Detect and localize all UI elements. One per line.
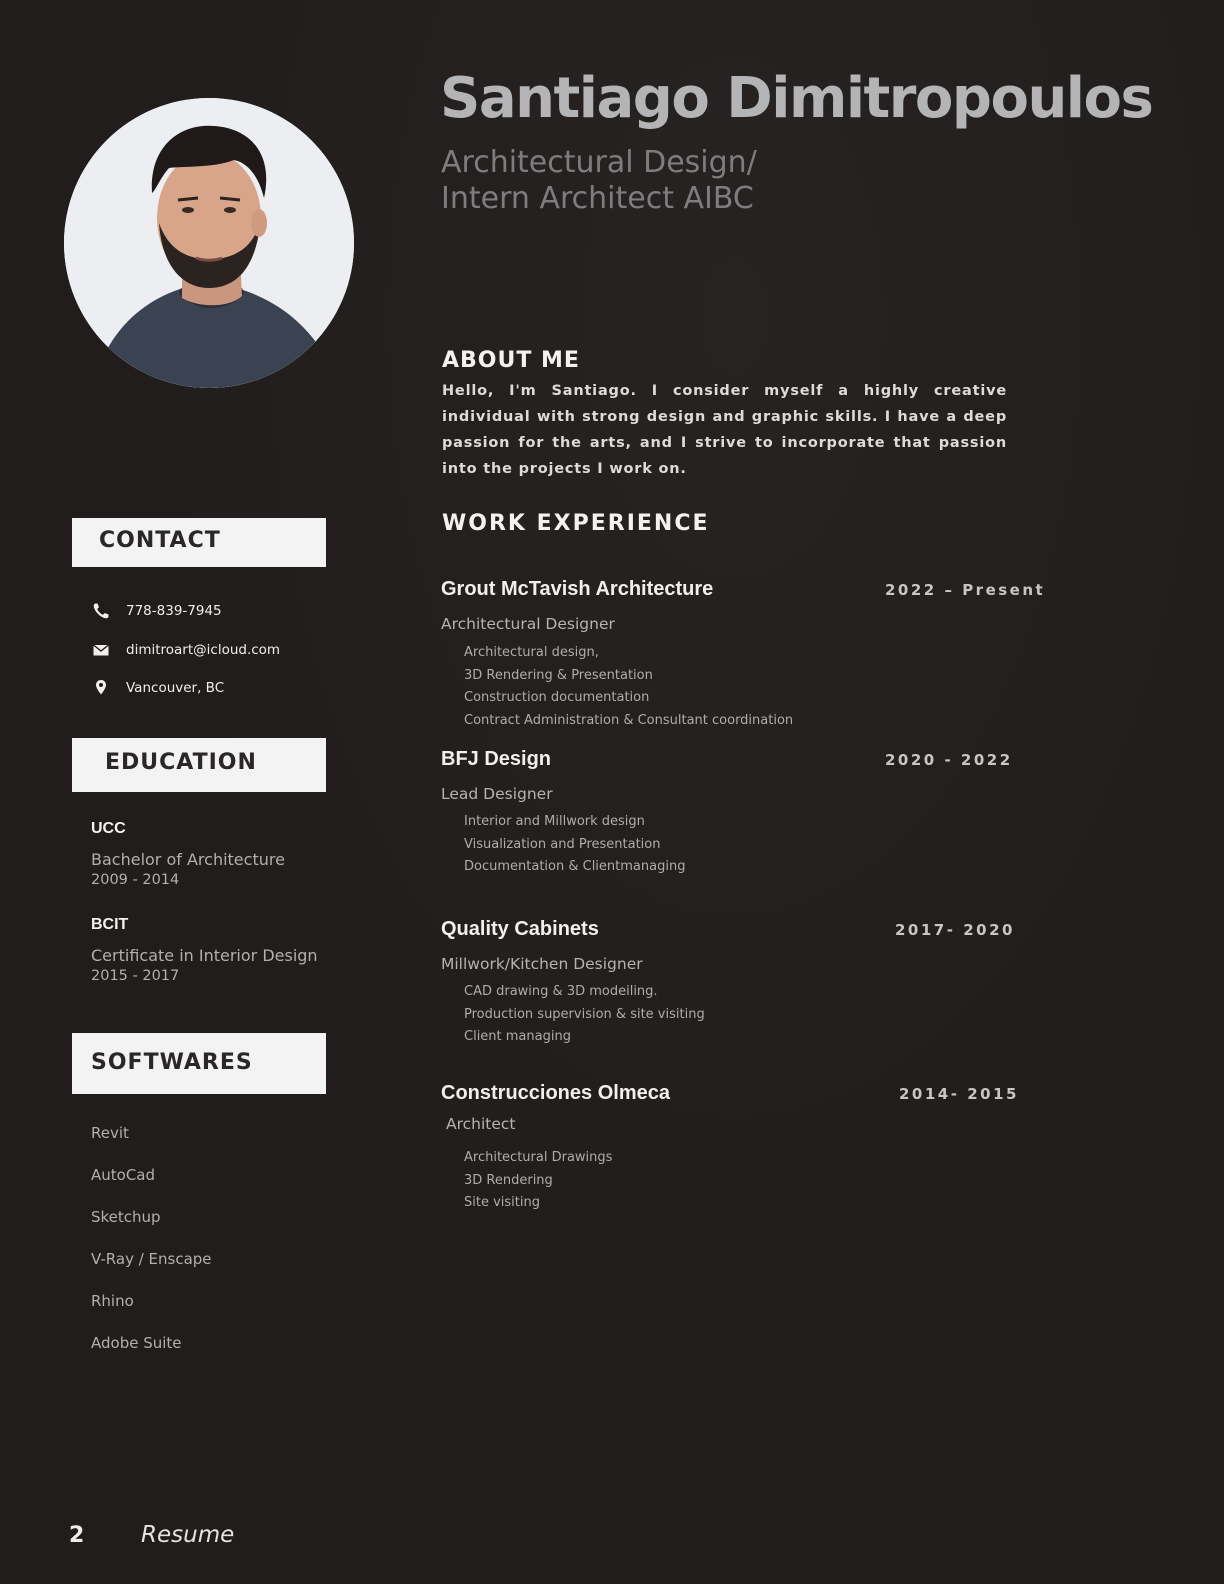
job-dates: 2022 – Present: [885, 581, 1046, 599]
education-school: BCIT: [91, 916, 129, 933]
candidate-name: Santiago Dimitropoulos: [440, 66, 1153, 131]
profile-photo: [64, 98, 354, 388]
contact-heading: CONTACT: [99, 528, 221, 553]
job-bullet: Construction documentation: [464, 690, 650, 705]
job-dates: 2014- 2015: [899, 1085, 1019, 1103]
software-item: Sketchup: [91, 1208, 161, 1226]
job-bullet: Interior and Millwork design: [464, 814, 645, 829]
work-experience-heading: WORK EXPERIENCE: [442, 511, 710, 536]
software-item: Revit: [91, 1124, 129, 1142]
title-line-1: Architectural Design/: [441, 145, 757, 180]
job-bullet: Production supervision & site visiting: [464, 1006, 705, 1022]
job-bullet: Visualization and Presentation: [464, 836, 661, 852]
job-dates: 2020 - 2022: [885, 751, 1013, 769]
softwares-heading-box: [72, 1033, 326, 1094]
title-line-2: Intern Architect AIBC: [441, 181, 754, 216]
job-bullet: Documentation & Clientmanaging: [464, 859, 686, 874]
job-bullet: Client managing: [464, 1029, 571, 1044]
education-entry: [91, 820, 285, 888]
job-role: Architectural Designer: [441, 615, 615, 633]
education-degree: Certificate in Interior Design: [91, 946, 318, 965]
education-school: UCC: [91, 820, 126, 837]
softwares-heading: SOFTWARES: [91, 1050, 253, 1075]
job-role: Millwork/Kitchen Designer: [441, 955, 643, 973]
page-number: 2: [69, 1523, 85, 1548]
job-bullet: Site visiting: [464, 1195, 540, 1210]
job-bullet: 3D Rendering: [464, 1172, 553, 1188]
contact-heading-box: [72, 518, 326, 567]
footer-label: Resume: [141, 1522, 235, 1548]
job-company: BFJ Design: [441, 748, 552, 770]
job-company: Construcciones Olmeca: [441, 1082, 670, 1104]
job-bullets: [464, 1147, 612, 1215]
education-years: 2015 - 2017: [91, 968, 180, 984]
job-bullets: [464, 642, 793, 732]
phone-icon: [92, 602, 110, 620]
job-bullet: Architectural design,: [464, 645, 599, 660]
phone-number[interactable]: 778-839-7945: [126, 603, 222, 619]
job-bullet: Architectural Drawings: [464, 1150, 613, 1165]
job-bullets: [464, 811, 685, 879]
email-address[interactable]: dimitroart@icloud.com: [126, 642, 281, 658]
job-bullet: CAD drawing & 3D modeiling.: [464, 984, 658, 999]
candidate-title: [441, 145, 757, 217]
job-role: Lead Designer: [441, 785, 553, 803]
education-entry: [91, 916, 318, 984]
software-item: AutoCad: [91, 1166, 156, 1184]
education-heading-box: [72, 738, 326, 792]
job-company: Quality Cabinets: [441, 918, 599, 940]
software-item: Rhino: [91, 1292, 134, 1310]
about-text: Hello, I'm Santiago. I consider myself a highly creative individual with strong design and graphic skills. I have a deep passion for the arts, and I strive to incorporate that passion into the projects I work on.: [442, 383, 1007, 477]
job-bullet: Contract Administration & Consultant coordination: [464, 712, 794, 728]
about-heading: ABOUT ME: [442, 348, 580, 373]
location-pin-icon: [92, 679, 110, 697]
education-years: 2009 - 2014: [91, 872, 180, 888]
education-heading: EDUCATION: [105, 750, 257, 775]
profile-photo-illustration: [64, 98, 354, 388]
job-company: Grout McTavish Architecture: [441, 578, 714, 600]
mail-icon: [92, 641, 110, 659]
job-bullet: 3D Rendering & Presentation: [464, 667, 653, 683]
education-degree: Bachelor of Architecture: [91, 850, 285, 869]
location-text: Vancouver, BC: [126, 680, 225, 696]
software-item: Adobe Suite: [91, 1334, 182, 1352]
job-bullets: [464, 981, 705, 1049]
job-role: Architect: [446, 1115, 516, 1133]
job-dates: 2017- 2020: [895, 921, 1015, 939]
software-item: V-Ray / Enscape: [91, 1250, 212, 1268]
